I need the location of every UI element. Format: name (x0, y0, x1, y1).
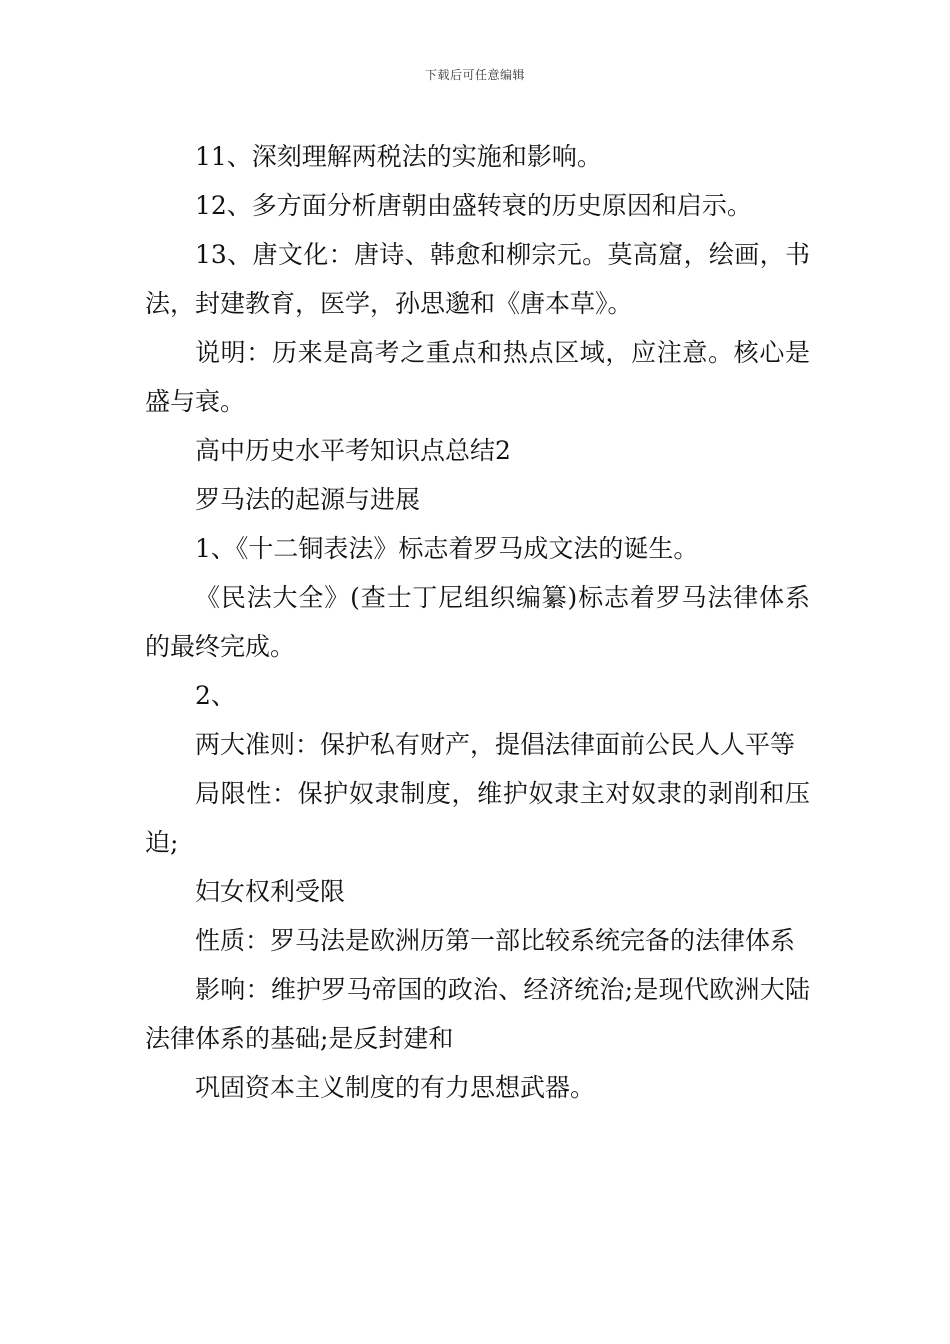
document-body (145, 132, 810, 1112)
paragraph: 两大准则：保护私有财产，提倡法律面前公民人人平等 (195, 730, 796, 759)
paragraph: 11、深刻理解两税法的实施和影响。 (195, 142, 602, 171)
paragraph: 说明：历来是高考之重点和热点区域，应注意。核心是盛与衰。 (145, 338, 810, 416)
paragraph: 巩固资本主义制度的有力思想武器。 (195, 1073, 596, 1102)
paragraph: 13、唐文化：唐诗、韩愈和柳宗元。莫高窟，绘画，书法，封建教育，医学，孙思邈和《唐本草》。 (145, 240, 810, 318)
subsection-heading: 罗马法的起源与进展 (195, 485, 421, 514)
paragraph: 2、 (195, 681, 236, 710)
paragraph: 性质：罗马法是欧洲历第一部比较系统完备的法律体系 (195, 926, 796, 955)
header-note: 下载后可任意编辑 (424, 68, 525, 82)
paragraph: 局限性：保护奴隶制度，维护奴隶主对奴隶的剥削和压迫; (145, 779, 810, 857)
paragraph: 12、多方面分析唐朝由盛转衰的历史原因和启示。 (195, 191, 752, 220)
paragraph: 1、《十二铜表法》标志着罗马成文法的诞生。 (195, 534, 699, 563)
paragraph: 妇女权利受限 (195, 877, 346, 906)
paragraph: 影响：维护罗马帝国的政治、经济统治;是现代欧洲大陆法律体系的基础;是反封建和 (145, 975, 810, 1053)
section-heading: 高中历史水平考知识点总结2 (195, 436, 511, 465)
paragraph: 《民法大全》(查士丁尼组织编纂)标志着罗马法律体系的最终完成。 (145, 583, 810, 661)
